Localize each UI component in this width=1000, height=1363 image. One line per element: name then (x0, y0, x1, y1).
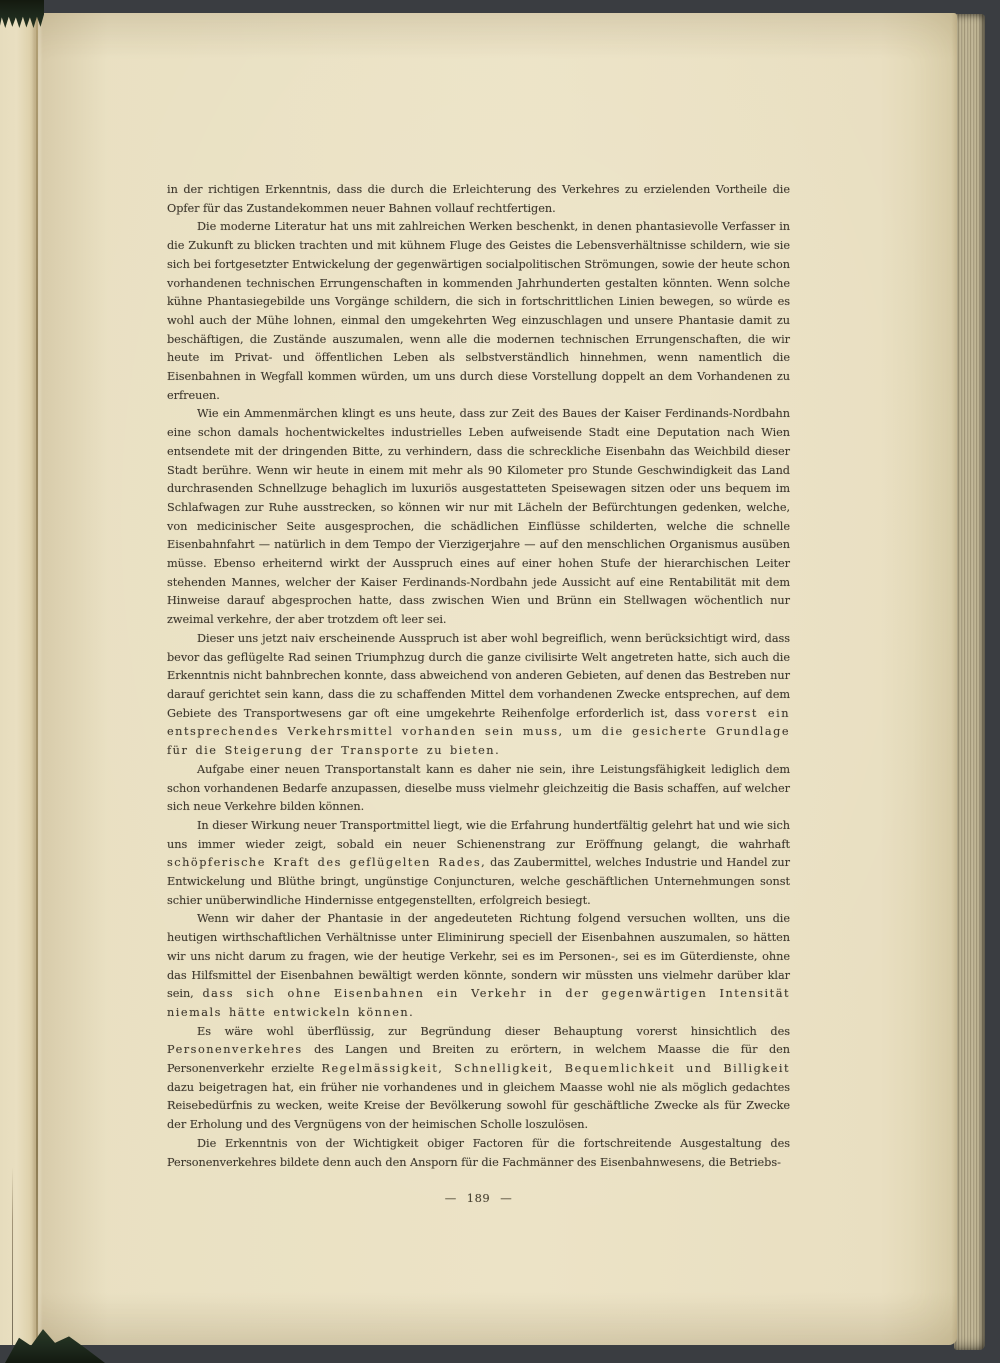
folio-dash-left: — (444, 1191, 457, 1206)
text-run: Wie ein Ammenmärchen klingt es uns heute, dass zur Zeit des Baues der Kaiser Ferdinands-Nordbahn eine schon damals hochentwickeltes industrielles Leben aufweisende Stadt eine Deputation nach Wien entsendete mit der dringenden Bitte, zu verhindern, dass die schreckliche Eisenbahn das Weichbild dieser Stadt berühre. Wenn wir heute in einem mit mehr als 90 Kilometer pro Stunde Geschwindigkeit das Land durchrasenden Schnellzuge behaglich im luxuriös ausgestatteten Speisewagen sitzen oder uns bequem im Schlafwagen zur Ruhe ausstrecken, so können wir nur mit Lächeln der Befürchtungen gedenken, welche, von medicinischer Seite ausgesprochen, die schädlichen Einflüsse schilderten, welche die schnelle Eisenbahnfahrt — natürlich in dem Tempo der Vierzigerjahre — auf den menschlichen Organismus ausüben müsse. Ebenso erheiternd wirkt der Ausspruch eines auf einer hohen Stufe der hierarchischen Leiter stehenden Mannes, welcher der Kaiser Ferdinands-Nordbahn jede Aussicht auf eine Rentabilität mit dem Hinweise darauf abgesprochen hatte, dass zwischen Wien und Brünn ein Stellwagen wöchentlich nur zweimal verkehre, der aber trotzdem oft leer sei. (167, 407, 790, 627)
paragraphs-container (167, 181, 790, 1172)
paragraph (167, 630, 790, 761)
emphasized-text-run: Regelmässigkeit, Schnelligkeit, Bequemlichkeit und Billigkeit (321, 1062, 790, 1076)
paragraph (167, 218, 790, 405)
page-edge-crease (12, 1167, 13, 1345)
text-block (167, 181, 790, 1208)
text-run: dazu beigetragen hat, ein früher nie vorhandenes und in gleichem Maasse wohl nie als möglich gedachtes Reisebedürfnis zu wecken, weite Kreise der Bevölkerung sowohl für geschäftliche Zwecke als für Zwecke der Erholung und des Vergnügens von der heimischen Scholle loszulösen. (167, 1080, 790, 1132)
paragraph (167, 817, 790, 911)
gutter-shadow (38, 13, 108, 1345)
book-page (0, 13, 957, 1345)
paragraph (167, 181, 790, 218)
text-run: Es wäre wohl überflüssig, zur Begründung dieser Behauptung vorerst hinsichtlich des (197, 1024, 790, 1038)
text-run: in der richtigen Erkenntnis, dass die durch die Erleichterung des Verkehres zu erzielenden Vortheile die Opfer für das Zustandekommen neuer Bahnen vollauf rechtfertigen. (167, 183, 790, 215)
facing-page-sliver (0, 13, 37, 1345)
folio-number: 189 (466, 1191, 491, 1206)
text-run: Aufgabe einer neuen Transportanstalt kann es daher nie sein, ihre Leistungsfähigkeit lediglich dem schon vorhandenen Bedarfe anzupassen, dieselbe muss vielmehr gleichzeitig die Basis schaffen, auf welcher sich neue Verkehre bilden können. (167, 762, 790, 814)
paragraph (167, 910, 790, 1022)
emphasized-text-run: schöpferische Kraft des geflügelten Rades, (167, 856, 487, 870)
emphasized-text-run: Personenverkehres (167, 1043, 303, 1057)
text-run: Wenn wir daher der Phantasie in der angedeuteten Richtung folgend versuchen wollten, uns die heutigen wirthschaftlichen Verhältnisse unter Eliminirung speciell der Eisenbahnen auszumalen, so hätten wir uns nicht darum zu fragen, wie der heutige Verkehr, sei es im Personen-, sei es im Güterdienste, ohne das Hilfsmittel der Eisenbahnen bewältigt werden könnte, sondern wir müssten uns vielmehr darüber klar sein, (167, 912, 790, 1001)
emphasized-text-run: vorerst ein entsprechendes Verkehrsmittel vorhanden sein muss, um die gesicherte Grundlage für die Steigerung der Transporte zu bieten. (167, 706, 790, 758)
text-run: Die moderne Literatur hat uns mit zahlreichen Werken beschenkt, in denen phantasievolle Verfasser in die Zukunft zu blicken trachten und mit kühnem Fluge des Geistes die Lebensverhältnisse schildern, wie sie sich bei fortgesetzter Entwickelung der gegenwärtigen socialpolitischen Strömungen, sowie der heute schon vorhandenen technischen Errungenschaften in kommenden Jahrhunderten gestalten könnten. Wenn solche kühne Phantasiegebilde uns Vorgänge schildern, die sich in fortschrittlichen Linien bewegen, so würde es wohl auch der Mühe lohnen, einmal den umgekehrten Weg einzuschlagen und unsere Phantasie damit zu beschäftigen, die Zustände auszumalen, wenn alle die modernen technischen Errungenschaften, die wir heute im Privat- und öffentlichen Leben als selbstverständlich hinnehmen, wenn namentlich die Eisenbahnen in Wegfall kommen würden, um uns durch diese Vorstellung doppelt an dem Vorhandenen zu erfreuen. (167, 220, 790, 402)
gutter-line (36, 13, 38, 1345)
text-run: Die Erkenntnis von der Wichtigkeit obiger Factoren für die fortschreitende Ausgestaltung des Personenverkehres bildete denn auch den Ansporn für die Fachmänner des Eisenbahnwesens, die Betriebs- (167, 1136, 790, 1169)
folio-dash-right: — (500, 1191, 513, 1206)
page-number (167, 1189, 790, 1208)
page-edge-stack (954, 14, 985, 1350)
paragraph (167, 1135, 790, 1172)
text-run: das Zaubermittel, welches Industrie und Handel zur Entwickelung und Blüthe bringt, ungünstige Conjuncturen, welche geschäftlichen Unternehmungen sonst schier unüberwindliche Hindernisse entgegenstellten, erfolgreich besiegt. (167, 856, 790, 907)
paragraph (167, 1023, 790, 1135)
paragraph (167, 761, 790, 817)
text-run: des Langen und Breiten zu erörtern, in welchem Maasse die für den Personenverkehr erzielte (167, 1043, 790, 1076)
text-run: In dieser Wirkung neuer Transportmittel liegt, wie die Erfahrung hundertfältig gelehrt hat und wie sich uns immer wieder zeigt, sobald ein neuer Schienenstrang zur Eröffnung gelangt, die wahrhaft (167, 818, 790, 851)
paragraph (167, 405, 790, 629)
emphasized-text-run: dass sich ohne Eisenbahnen ein Verkehr in der gegenwärtigen Intensität niemals hätte entwickeln können. (167, 987, 790, 1019)
text-run: Dieser uns jetzt naiv erscheinende Ausspruch ist aber wohl begreiflich, wenn berücksichtigt wird, dass bevor das geflügelte Rad seinen Triumphzug durch die ganze civilisirte Welt angetreten hatte, sich auch die Erkenntnis nicht bahnbrechen konnte, dass abweichend von anderen Gebieten, auf denen das Bestreben nur darauf gerichtet sein kann, dass die zu schaffenden Mittel dem vorhandenen Zwecke entsprechen, auf dem Gebiete des Transportwesens gar oft eine umgekehrte Reihenfolge erforderlich ist, dass (167, 631, 790, 720)
